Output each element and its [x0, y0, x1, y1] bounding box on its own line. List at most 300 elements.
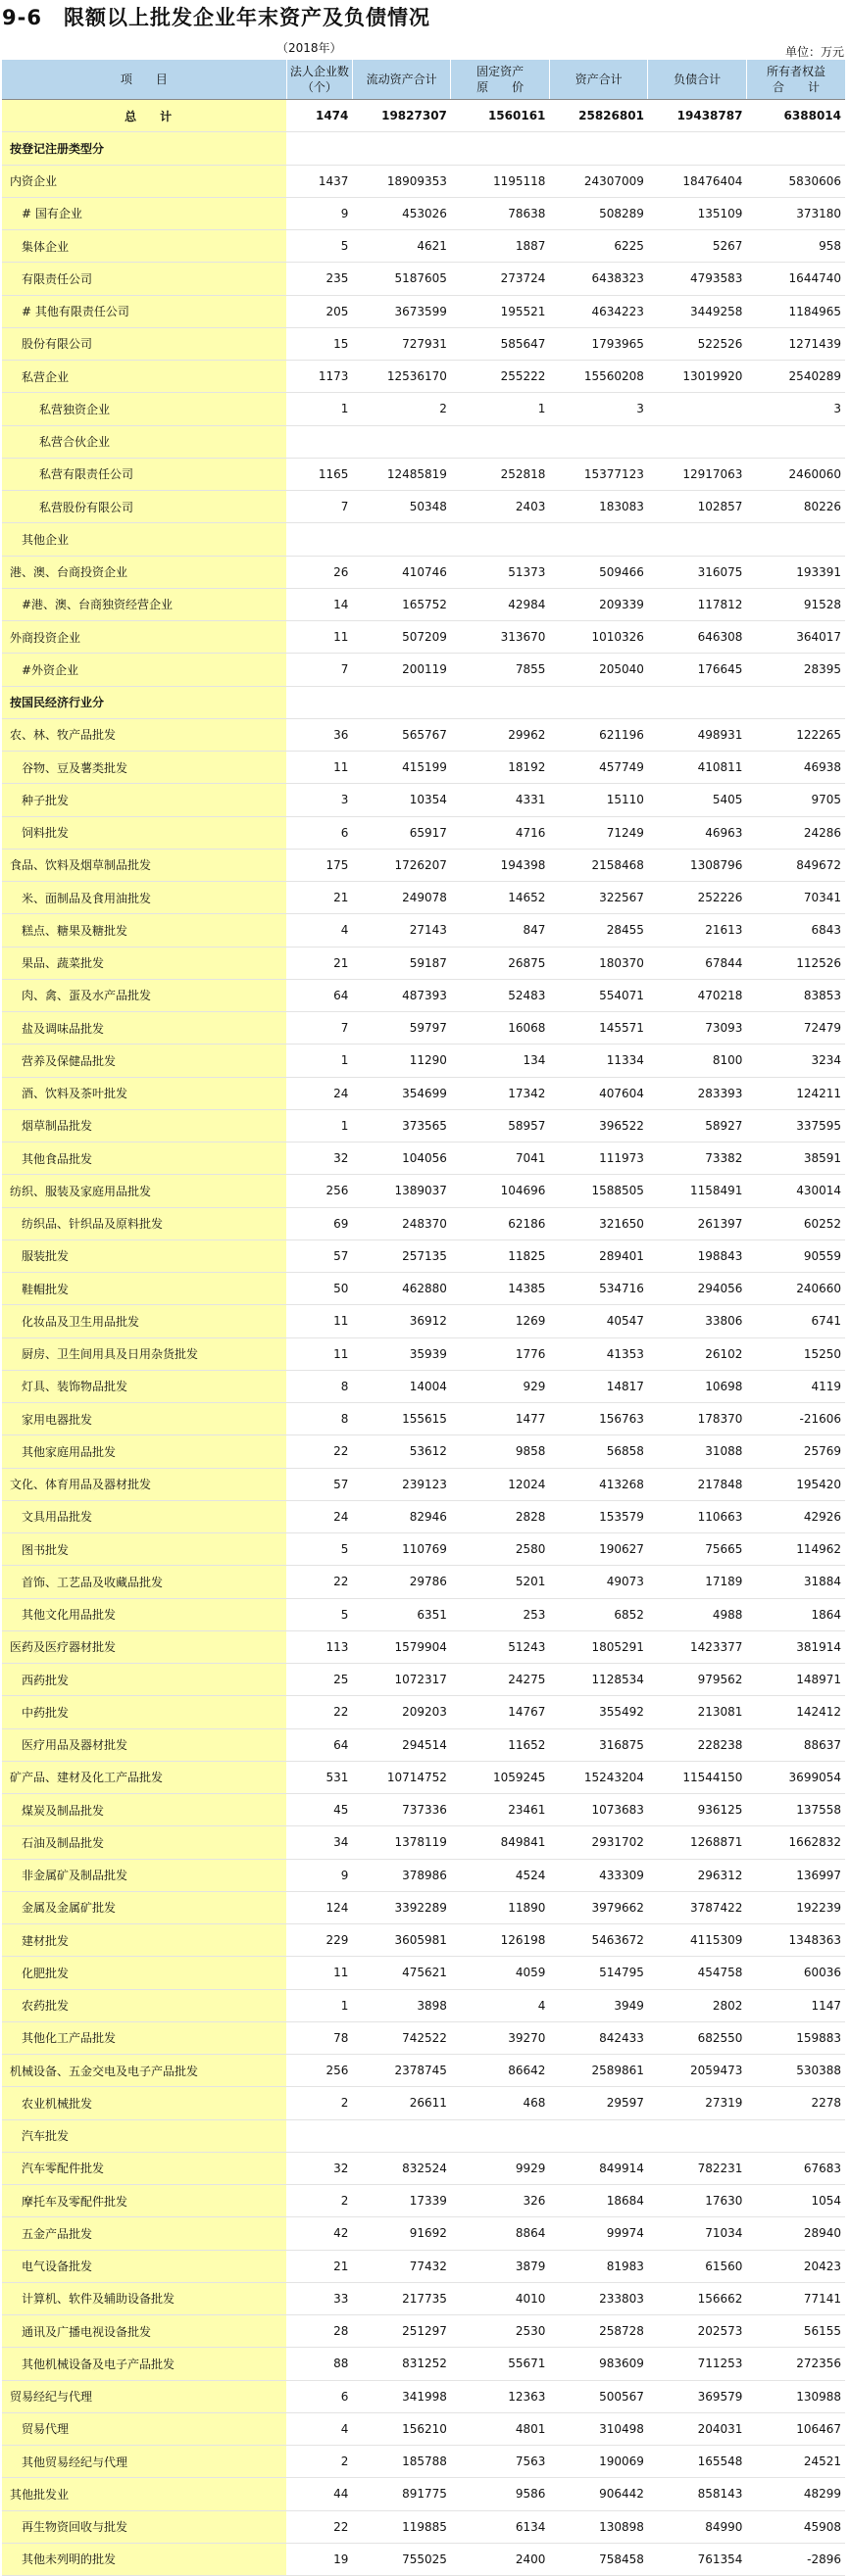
table-cell: 410811 [648, 752, 747, 784]
table-cell: 26611 [352, 2087, 451, 2119]
table-cell: 1271439 [746, 327, 845, 360]
table-cell: 124211 [746, 1077, 845, 1109]
column-header [286, 60, 352, 100]
table-cell: 585647 [451, 327, 550, 360]
table-cell: 205 [286, 295, 352, 327]
table-cell: 235 [286, 263, 352, 295]
table-row [2, 2087, 845, 2119]
table-cell: 56155 [746, 2315, 845, 2348]
table-cell: 7855 [451, 654, 550, 686]
table-cell: 32 [286, 1142, 352, 1175]
table-cell: 106467 [746, 2412, 845, 2445]
table-cell: 12536170 [352, 361, 451, 393]
table-cell: 253 [451, 1598, 550, 1630]
row-label: 灯具、装饰物品批发 [2, 1370, 286, 1402]
table-cell: 55671 [451, 2348, 550, 2380]
table-cell: 65917 [352, 816, 451, 849]
row-label: 种子批发 [2, 784, 286, 816]
table-cell: 14385 [451, 1273, 550, 1305]
table-cell: 847 [451, 914, 550, 947]
column-header-text: 负债合计 [674, 73, 722, 86]
table-cell: 4119 [746, 1370, 845, 1402]
table-cell: 413268 [549, 1468, 648, 1500]
row-label: 医疗用品及器材批发 [2, 1728, 286, 1761]
table-cell: 832524 [352, 2152, 451, 2184]
table-cell: 462880 [352, 1273, 451, 1305]
row-label: 其他化工产品批发 [2, 2021, 286, 2054]
table-cell: 1054 [746, 2185, 845, 2217]
table-cell: 233803 [549, 2282, 648, 2314]
table-cell: 18192 [451, 752, 550, 784]
table-row [2, 263, 845, 295]
row-label: 纺织、服装及家庭用品批发 [2, 1175, 286, 1207]
row-label: 再生物资回收与批发 [2, 2510, 286, 2543]
table-cell: 1072317 [352, 1664, 451, 1696]
table-cell: 117812 [648, 588, 747, 620]
table-cell: 23461 [451, 1794, 550, 1826]
row-label: 服装批发 [2, 1239, 286, 1272]
table-cell: 114962 [746, 1533, 845, 1566]
table-cell: 12485819 [352, 458, 451, 490]
table-cell: 410746 [352, 556, 451, 588]
table-cell: 3898 [352, 1989, 451, 2021]
table-cell: 249078 [352, 882, 451, 914]
table-cell: 283393 [648, 1077, 747, 1109]
column-header-text: 合 计 [772, 80, 820, 94]
table-cell: 2403 [451, 491, 550, 523]
table-cell: 906442 [549, 2478, 648, 2510]
table-cell: 498931 [648, 718, 747, 751]
table-cell: 1195118 [451, 165, 550, 197]
row-label: 谷物、豆及薯类批发 [2, 752, 286, 784]
row-label: 私营股份有限公司 [2, 491, 286, 523]
table-cell [648, 523, 747, 556]
table-cell: 136997 [746, 1859, 845, 1891]
table-cell: 17342 [451, 1077, 550, 1109]
table-cell: 24 [286, 1500, 352, 1532]
table-cell: 1269 [451, 1305, 550, 1337]
table-cell [451, 425, 550, 458]
table-cell: 217735 [352, 2282, 451, 2314]
table-cell: 190069 [549, 2446, 648, 2478]
table-row [2, 2412, 845, 2445]
table-cell: 273724 [451, 263, 550, 295]
table-cell: 122265 [746, 718, 845, 751]
row-label: 首饰、工艺品及收藏品批发 [2, 1566, 286, 1598]
table-cell: 198843 [648, 1239, 747, 1272]
table-row [2, 1957, 845, 1989]
table-cell: 2530 [451, 2315, 550, 2348]
table-cell: 9 [286, 1859, 352, 1891]
table-cell: 59187 [352, 947, 451, 979]
table-cell: 2931702 [549, 1826, 648, 1859]
table-cell: 17189 [648, 1566, 747, 1598]
table-cell: 19438787 [648, 100, 747, 132]
table-cell: 4059 [451, 1957, 550, 1989]
table-row [2, 1045, 845, 1077]
table-row [2, 621, 845, 654]
table-cell: 514795 [549, 1957, 648, 1989]
table-cell: 11290 [352, 1045, 451, 1077]
column-header [648, 60, 747, 100]
table-cell: 46938 [746, 752, 845, 784]
table-row [2, 1305, 845, 1337]
table-cell: 3949 [549, 1989, 648, 2021]
table-cell: 294056 [648, 1273, 747, 1305]
table-cell: 22 [286, 1435, 352, 1468]
table-cell: 5267 [648, 230, 747, 263]
table-cell: 646308 [648, 621, 747, 654]
table-cell: 26 [286, 556, 352, 588]
table-cell: 1560161 [451, 100, 550, 132]
table-cell: 4010 [451, 2282, 550, 2314]
row-label: 贸易经纪与代理 [2, 2380, 286, 2412]
table-cell: 135109 [648, 197, 747, 229]
table-cell: 761354 [648, 2543, 747, 2575]
table-row [2, 1142, 845, 1175]
table-cell: 248370 [352, 1207, 451, 1239]
header-row [2, 60, 845, 100]
table-cell: 44 [286, 2478, 352, 2510]
table-cell: 782231 [648, 2152, 747, 2184]
table-cell: 6351 [352, 1598, 451, 1630]
row-label: 农药批发 [2, 1989, 286, 2021]
table-cell: 28 [286, 2315, 352, 2348]
table-cell: 6843 [746, 914, 845, 947]
table-cell: 71034 [648, 2217, 747, 2250]
table-row [2, 458, 845, 490]
table-cell: 5830606 [746, 165, 845, 197]
table-cell [746, 132, 845, 165]
table-cell: 20423 [746, 2250, 845, 2282]
table-cell: 326 [451, 2185, 550, 2217]
table-cell: 39270 [451, 2021, 550, 2054]
row-label: 计算机、软件及辅助设备批发 [2, 2282, 286, 2314]
table-cell: 29786 [352, 1566, 451, 1598]
table-cell: 29597 [549, 2087, 648, 2119]
table-cell: 38591 [746, 1142, 845, 1175]
table-cell: 86642 [451, 2055, 550, 2087]
table-cell: 26875 [451, 947, 550, 979]
table-row [2, 1533, 845, 1566]
table-cell: 4115309 [648, 1924, 747, 1957]
table-cell: 6 [286, 2380, 352, 2412]
table-cell: 60252 [746, 1207, 845, 1239]
table-cell: 1474 [286, 100, 352, 132]
table-cell: 45908 [746, 2510, 845, 2543]
column-header-text: 原 价 [476, 80, 525, 94]
table-cell: 178370 [648, 1403, 747, 1435]
table-row [2, 556, 845, 588]
table-cell: 19 [286, 2543, 352, 2575]
row-label: 港、澳、台商投资企业 [2, 556, 286, 588]
row-label: 其他贸易经纪与代理 [2, 2446, 286, 2478]
row-label: 其他食品批发 [2, 1142, 286, 1175]
table-cell: 373180 [746, 197, 845, 229]
table-cell: 531 [286, 1761, 352, 1793]
table-cell: 14004 [352, 1370, 451, 1402]
table-cell: 983609 [549, 2348, 648, 2380]
row-label: 其他企业 [2, 523, 286, 556]
table-cell: 15560208 [549, 361, 648, 393]
table-cell: 337595 [746, 1109, 845, 1142]
table-cell: 102857 [648, 491, 747, 523]
row-label: 其他机械设备及电子产品批发 [2, 2348, 286, 2380]
table-row [2, 1891, 845, 1923]
table-cell: 1805291 [549, 1630, 648, 1663]
table-cell: 378986 [352, 1859, 451, 1891]
row-label: 化妆品及卫生用品批发 [2, 1305, 286, 1337]
table-cell: 257135 [352, 1239, 451, 1272]
table-cell: 42984 [451, 588, 550, 620]
table-cell: 979562 [648, 1664, 747, 1696]
table-row [2, 1728, 845, 1761]
row-label: 食品、饮料及烟草制品批发 [2, 849, 286, 881]
table-cell: 316875 [549, 1728, 648, 1761]
table-cell: 500567 [549, 2380, 648, 2412]
row-label: 家用电器批发 [2, 1403, 286, 1435]
table-cell: 1662832 [746, 1826, 845, 1859]
table-cell: 8 [286, 1370, 352, 1402]
table-row [2, 197, 845, 229]
table-cell: 1 [286, 1989, 352, 2021]
table-cell: 2059473 [648, 2055, 747, 2087]
row-label: 内资企业 [2, 165, 286, 197]
table-cell: 24275 [451, 1664, 550, 1696]
table-cell: 2158468 [549, 849, 648, 881]
table-cell: 24 [286, 1077, 352, 1109]
row-label: 西药批发 [2, 1664, 286, 1696]
row-label: 其他文化用品批发 [2, 1598, 286, 1630]
table-cell: 8864 [451, 2217, 550, 2250]
table-cell: 130988 [746, 2380, 845, 2412]
table-cell: 156210 [352, 2412, 451, 2445]
table-cell: 209339 [549, 588, 648, 620]
table-cell: 51243 [451, 1630, 550, 1663]
column-header [746, 60, 845, 100]
table-cell: 296312 [648, 1859, 747, 1891]
column-header-text: （个） [301, 80, 337, 94]
table-cell: 9 [286, 197, 352, 229]
table-cell: 433309 [549, 1859, 648, 1891]
table-cell: 45 [286, 1794, 352, 1826]
table-cell: 26102 [648, 1337, 747, 1370]
table-cell: 34 [286, 1826, 352, 1859]
table-cell: 28940 [746, 2217, 845, 2250]
table-cell: 33806 [648, 1305, 747, 1337]
table-cell: 200119 [352, 654, 451, 686]
table-cell [746, 523, 845, 556]
table-cell: 24307009 [549, 165, 648, 197]
table-cell: 1588505 [549, 1175, 648, 1207]
table-cell [648, 132, 747, 165]
table-cell: 51373 [451, 556, 550, 588]
table-cell: 9705 [746, 784, 845, 816]
table-cell: 165752 [352, 588, 451, 620]
table-cell: 1423377 [648, 1630, 747, 1663]
table-cell: 21 [286, 2250, 352, 2282]
table-cell: 2278 [746, 2087, 845, 2119]
table-cell [352, 132, 451, 165]
row-label: 汽车批发 [2, 2119, 286, 2152]
table-cell: 113 [286, 1630, 352, 1663]
table-cell: 6134 [451, 2510, 550, 2543]
table-cell: 21613 [648, 914, 747, 947]
table-row [2, 979, 845, 1011]
table-cell: 58927 [648, 1109, 747, 1142]
table-cell: 25 [286, 1664, 352, 1696]
table-cell: 4621 [352, 230, 451, 263]
table-cell: 1184965 [746, 295, 845, 327]
table-cell: 112526 [746, 947, 845, 979]
table-cell: 64 [286, 979, 352, 1011]
table-cell: 8 [286, 1403, 352, 1435]
table-cell: 204031 [648, 2412, 747, 2445]
table-cell: 217848 [648, 1468, 747, 1500]
table-row [2, 1696, 845, 1728]
table-cell: 15250 [746, 1337, 845, 1370]
table-cell: 17339 [352, 2185, 451, 2217]
table-cell: 929 [451, 1370, 550, 1402]
table-cell: 1128534 [549, 1664, 648, 1696]
table-cell: 3 [549, 393, 648, 425]
table-cell: 3234 [746, 1045, 845, 1077]
row-label: 肉、禽、蛋及水产品批发 [2, 979, 286, 1011]
table-cell: 12917063 [648, 458, 747, 490]
table-cell: 159883 [746, 2021, 845, 2054]
table-cell: 25769 [746, 1435, 845, 1468]
table-cell: 2400 [451, 2543, 550, 2575]
table-cell: 77141 [746, 2282, 845, 2314]
table-cell: 42926 [746, 1500, 845, 1532]
row-label: 文具用品批发 [2, 1500, 286, 1532]
table-row [2, 2446, 845, 2478]
table-cell: 69 [286, 1207, 352, 1239]
row-label: 建材批发 [2, 1924, 286, 1957]
table-cell: 1147 [746, 1989, 845, 2021]
table-cell: 457749 [549, 752, 648, 784]
row-label: 图书批发 [2, 1533, 286, 1566]
table-cell: 228238 [648, 1728, 747, 1761]
table-cell: 80226 [746, 491, 845, 523]
table-cell: 4 [451, 1989, 550, 2021]
table-cell: 396522 [549, 1109, 648, 1142]
column-header [2, 60, 286, 100]
table-cell: 9858 [451, 1435, 550, 1468]
table-row [2, 2348, 845, 2380]
table-cell: 156662 [648, 2282, 747, 2314]
table-cell: 849672 [746, 849, 845, 881]
table-row [2, 2282, 845, 2314]
table-cell: 5405 [648, 784, 747, 816]
table-row [2, 491, 845, 523]
table-cell: 70341 [746, 882, 845, 914]
table-cell: 46963 [648, 816, 747, 849]
table-cell: 213081 [648, 1696, 747, 1728]
table-cell: 5463672 [549, 1924, 648, 1957]
table-cell: 11652 [451, 1728, 550, 1761]
table-cell: 261397 [648, 1207, 747, 1239]
table-cell: 12363 [451, 2380, 550, 2412]
table-cell: 119885 [352, 2510, 451, 2543]
table-cell: 240660 [746, 1273, 845, 1305]
table-cell: 3879 [451, 2250, 550, 2282]
table-cell: 62186 [451, 1207, 550, 1239]
table-cell: 252818 [451, 458, 550, 490]
table-cell: 14767 [451, 1696, 550, 1728]
table-cell [746, 2119, 845, 2152]
table-cell: 2378745 [352, 2055, 451, 2087]
table-cell: 130898 [549, 2510, 648, 2543]
table-cell: 3699054 [746, 1761, 845, 1793]
table-cell: 1726207 [352, 849, 451, 881]
table-cell [746, 686, 845, 718]
table-row [2, 947, 845, 979]
table-cell: 321650 [549, 1207, 648, 1239]
row-label: 汽车零配件批发 [2, 2152, 286, 2184]
table-cell: 27143 [352, 914, 451, 947]
table-cell: 50348 [352, 491, 451, 523]
table-cell [549, 523, 648, 556]
table-cell: 313670 [451, 621, 550, 654]
table-cell: 22 [286, 1696, 352, 1728]
table-cell: 415199 [352, 752, 451, 784]
table-cell: 205040 [549, 654, 648, 686]
table-cell: 42 [286, 2217, 352, 2250]
unit-label: 单位：万元 [784, 45, 844, 59]
row-label: 农业机械批发 [2, 2087, 286, 2119]
table-row [2, 1435, 845, 1468]
table-cell: 256 [286, 2055, 352, 2087]
table-cell: 110663 [648, 1500, 747, 1532]
table-cell: 252226 [648, 882, 747, 914]
table-cell: -2896 [746, 2543, 845, 2575]
table-cell: 28395 [746, 654, 845, 686]
table-cell: 91528 [746, 588, 845, 620]
table-cell: 7563 [451, 2446, 550, 2478]
table-cell: 22 [286, 2510, 352, 2543]
table-row [2, 882, 845, 914]
table-cell: 255222 [451, 361, 550, 393]
table-cell: 111973 [549, 1142, 648, 1175]
table-cell [286, 2119, 352, 2152]
table-cell: 81983 [549, 2250, 648, 2282]
table-cell: 126198 [451, 1924, 550, 1957]
table-cell: 110769 [352, 1533, 451, 1566]
row-label: 煤炭及制品批发 [2, 1794, 286, 1826]
table-cell: 755025 [352, 2543, 451, 2575]
table-cell: 91692 [352, 2217, 451, 2250]
table-cell: 3392289 [352, 1891, 451, 1923]
row-label: #外资企业 [2, 654, 286, 686]
table-cell: 5 [286, 1598, 352, 1630]
table-cell: 256 [286, 1175, 352, 1207]
table-cell [451, 2119, 550, 2152]
table-cell [648, 425, 747, 458]
table-cell: 7 [286, 491, 352, 523]
table-cell: 487393 [352, 979, 451, 1011]
table-cell: 11544150 [648, 1761, 747, 1793]
table-row [2, 816, 845, 849]
table-cell: 3787422 [648, 1891, 747, 1923]
table-cell: 33 [286, 2282, 352, 2314]
table-cell: 52483 [451, 979, 550, 1011]
table-cell: 1378119 [352, 1826, 451, 1859]
table-cell: 99974 [549, 2217, 648, 2250]
table-cell: 6 [286, 816, 352, 849]
table-cell: 2460060 [746, 458, 845, 490]
table-cell: 6741 [746, 1305, 845, 1337]
